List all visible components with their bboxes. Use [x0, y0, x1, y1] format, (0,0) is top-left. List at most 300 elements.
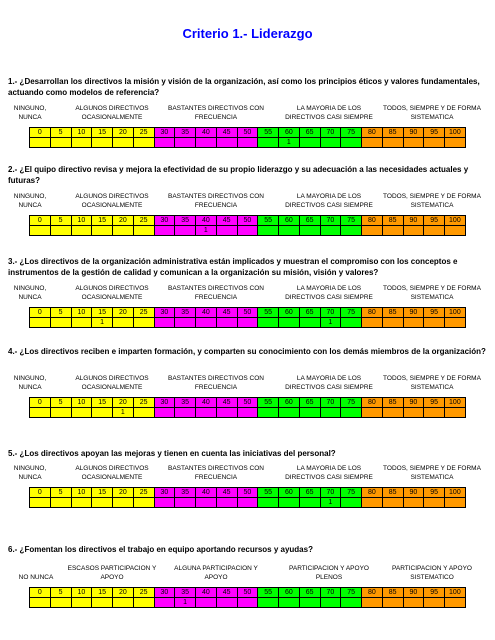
scale-mark-cell[interactable]: [175, 226, 196, 236]
scale-value-cell: 65: [299, 308, 320, 318]
scale-mark-cell[interactable]: [279, 408, 300, 418]
scale-mark-cell[interactable]: [341, 598, 362, 608]
scale-value-cell: 80: [362, 308, 383, 318]
scale-label: [372, 464, 492, 482]
scale-label-line: SISTEMATICA: [410, 474, 454, 481]
scale-value-cell: 40: [196, 588, 217, 598]
scale-value-cell: 75: [341, 588, 362, 598]
scale-label-line: DIRECTIVOS CASI SIEMPRE: [285, 474, 373, 481]
scale-value-cell: 0: [30, 488, 51, 498]
scale-label: [156, 284, 276, 302]
scale-mark-cell[interactable]: [113, 138, 134, 148]
scale-mark-cell[interactable]: [50, 598, 71, 608]
scale-mark-cell[interactable]: [279, 598, 300, 608]
scale-mark-cell[interactable]: [30, 408, 51, 418]
scale-mark-cell[interactable]: [50, 138, 71, 148]
scale-mark-cell[interactable]: 1: [196, 226, 217, 236]
scale-mark-cell[interactable]: [216, 498, 237, 508]
question-text: 6.- ¿Fomentan los directivos el trabajo en equipo aportando recursos y ayudas?: [8, 545, 313, 554]
scale-mark-cell[interactable]: [403, 598, 424, 608]
scale-mark-cell[interactable]: [279, 226, 300, 236]
scale-labels: [0, 564, 495, 586]
scale-value-cell: 10: [71, 128, 92, 138]
scale-mark-cell[interactable]: [92, 498, 113, 508]
scale-label-line: ALGUNOS DIRECTIVOS: [75, 375, 149, 382]
scale-value-cell: 100: [445, 398, 466, 408]
scale-mark-cell[interactable]: [196, 598, 217, 608]
scale-value-cell: 35: [175, 308, 196, 318]
scale-label-line: FRECUENCIA: [194, 474, 238, 481]
scale-value-cell: 95: [424, 488, 445, 498]
scale-mark-cell[interactable]: [445, 318, 466, 328]
scale-mark-cell[interactable]: [92, 226, 113, 236]
rating-scale-table: [29, 487, 466, 508]
scale-label-line: TODOS, SIEMPRE Y DE FORMA: [383, 105, 481, 112]
scale-value-cell: 75: [341, 488, 362, 498]
scale-mark-cell[interactable]: [113, 318, 134, 328]
scale-mark-cell[interactable]: [175, 318, 196, 328]
rating-scale-table: [29, 587, 466, 608]
scale-mark-cell[interactable]: 1: [279, 138, 300, 148]
scale-label: [156, 192, 276, 210]
scale-mark-cell[interactable]: [154, 318, 175, 328]
scale-value-cell: 85: [382, 588, 403, 598]
scale-value-cell: 90: [403, 308, 424, 318]
scale-mark-cell[interactable]: [71, 138, 92, 148]
scale-value-cell: 30: [154, 488, 175, 498]
scale-mark-cell[interactable]: [133, 138, 154, 148]
scale-mark-cell[interactable]: [30, 226, 51, 236]
scale-value-cell: 50: [237, 216, 258, 226]
rating-scale-table: [29, 397, 466, 418]
scale-value-cell: 60: [279, 216, 300, 226]
scale-mark-cell[interactable]: [299, 598, 320, 608]
scale-mark-cell[interactable]: [424, 408, 445, 418]
scale-mark-cell[interactable]: [133, 318, 154, 328]
scale-mark-cell[interactable]: [445, 598, 466, 608]
scale-mark-cell[interactable]: [320, 408, 341, 418]
scale-value-cell: 50: [237, 588, 258, 598]
scale-value-cell: 0: [30, 588, 51, 598]
scale-mark-cell[interactable]: [299, 226, 320, 236]
scale-mark-cell[interactable]: [237, 498, 258, 508]
scale-value-cell: 40: [196, 308, 217, 318]
scale-mark-cell[interactable]: [382, 598, 403, 608]
scale-label-line: FRECUENCIA: [194, 202, 238, 209]
scale-label-line: NUNCA: [18, 474, 42, 481]
scale-mark-cell[interactable]: [382, 318, 403, 328]
scale-mark-cell[interactable]: [71, 226, 92, 236]
scale-value-cell: 85: [382, 398, 403, 408]
scale-value-cell: 20: [113, 588, 134, 598]
scale-labels: [0, 374, 495, 396]
scale-value-cell: 65: [299, 128, 320, 138]
scale-mark-cell[interactable]: [320, 598, 341, 608]
scale-value-cell: 15: [92, 128, 113, 138]
scale-values-row: [30, 308, 466, 318]
scale-mark-cell[interactable]: [154, 498, 175, 508]
scale-value-cell: 100: [445, 488, 466, 498]
scale-mark-cell[interactable]: [175, 498, 196, 508]
scale-value-cell: 5: [50, 488, 71, 498]
scale-mark-cell[interactable]: [216, 318, 237, 328]
scale-mark-cell[interactable]: [258, 226, 279, 236]
scale-value-cell: 35: [175, 398, 196, 408]
scale-marks-row: [30, 498, 466, 508]
scale-mark-cell[interactable]: [258, 498, 279, 508]
scale-value-cell: 60: [279, 588, 300, 598]
scale-label-line: SISTEMATICA: [410, 294, 454, 301]
scale-value-cell: 60: [279, 128, 300, 138]
scale-mark-cell[interactable]: [445, 138, 466, 148]
scale-label: [269, 564, 389, 582]
scale-label-line: BASTANTES DIRECTIVOS CON: [168, 465, 264, 472]
scale-value-cell: 90: [403, 216, 424, 226]
scale-value-cell: 90: [403, 488, 424, 498]
scale-values-row: [30, 398, 466, 408]
scale-label-line: FRECUENCIA: [194, 384, 238, 391]
scale-mark-cell[interactable]: [299, 318, 320, 328]
scale-mark-cell[interactable]: [71, 498, 92, 508]
scale-mark-cell[interactable]: [445, 498, 466, 508]
scale-label-line: NINGUNO,: [13, 375, 47, 382]
scale-value-cell: 75: [341, 128, 362, 138]
scale-mark-cell[interactable]: [92, 598, 113, 608]
scale-label-line: OCASIONALMENTE: [81, 202, 143, 209]
scale-mark-cell[interactable]: [30, 498, 51, 508]
scale-mark-cell[interactable]: [424, 598, 445, 608]
scale-value-cell: 10: [71, 588, 92, 598]
scale-value-cell: 70: [320, 398, 341, 408]
scale-value-cell: 95: [424, 588, 445, 598]
scale-value-cell: 65: [299, 588, 320, 598]
scale-label-line: DIRECTIVOS CASI SIEMPRE: [285, 294, 373, 301]
scale-label-line: ALGUNA PARTICIPACION Y: [174, 565, 258, 572]
scale-labels: [0, 192, 495, 214]
scale-label-line: FRECUENCIA: [194, 294, 238, 301]
scale-label-line: NUNCA: [18, 294, 42, 301]
scale-mark-cell[interactable]: [424, 138, 445, 148]
scale-mark-cell[interactable]: [196, 138, 217, 148]
rating-scale-table: [29, 215, 466, 236]
scale-label: [52, 374, 172, 392]
scale-label-line: BASTANTES DIRECTIVOS CON: [168, 105, 264, 112]
scale-label: [269, 374, 389, 392]
scale-label: [156, 564, 276, 582]
scale-label: [156, 104, 276, 122]
scale-value-cell: 40: [196, 398, 217, 408]
scale-value-cell: 50: [237, 128, 258, 138]
scale-mark-cell[interactable]: [71, 408, 92, 418]
scale-label: [269, 284, 389, 302]
scale-mark-cell[interactable]: [92, 138, 113, 148]
scale-label-line: PLENOS: [315, 574, 343, 581]
question-text: 4.- ¿Los directivos reciben e imparten formación, y comparten su conocimiento con los demás miembros de la organización?: [8, 347, 486, 356]
scale-value-cell: 55: [258, 398, 279, 408]
scale-label: [372, 284, 492, 302]
scale-mark-cell[interactable]: [133, 498, 154, 508]
scale-mark-cell[interactable]: 1: [113, 408, 134, 418]
scale-mark-cell[interactable]: [113, 226, 134, 236]
scale-mark-cell[interactable]: [362, 598, 383, 608]
scale-value-cell: 5: [50, 398, 71, 408]
scale-mark-cell[interactable]: [279, 318, 300, 328]
scale-value-cell: 95: [424, 128, 445, 138]
scale-value-cell: 10: [71, 216, 92, 226]
scale-label-line: PARTICIPACION Y APOYO: [392, 565, 472, 572]
scale-value-cell: 85: [382, 488, 403, 498]
scale-mark-cell[interactable]: [196, 408, 217, 418]
scale-mark-cell[interactable]: [154, 226, 175, 236]
scale-mark-cell[interactable]: [299, 138, 320, 148]
scale-value-cell: 85: [382, 216, 403, 226]
scale-value-cell: 100: [445, 308, 466, 318]
scale-mark-cell[interactable]: [279, 498, 300, 508]
scale-label-line: ALGUNOS DIRECTIVOS: [75, 105, 149, 112]
scale-mark-cell[interactable]: 1: [320, 318, 341, 328]
scale-label-line: NINGUNO,: [13, 105, 47, 112]
scale-mark-cell[interactable]: [362, 318, 383, 328]
scale-value-cell: 25: [133, 308, 154, 318]
scale-label-line: BASTANTES DIRECTIVOS CON: [168, 285, 264, 292]
scale-value-cell: 20: [113, 488, 134, 498]
scale-label: [372, 564, 492, 582]
scale-value-cell: 10: [71, 308, 92, 318]
scale-value-cell: 60: [279, 308, 300, 318]
scale-value-cell: 90: [403, 398, 424, 408]
scale-mark-cell[interactable]: [154, 138, 175, 148]
scale-value-cell: 45: [216, 398, 237, 408]
scale-mark-cell[interactable]: 1: [175, 598, 196, 608]
question-text: 5.- ¿Los directivos apoyan las mejoras y tienen en cuenta las iniciativas del personal?: [8, 449, 336, 458]
scale-mark-cell[interactable]: [30, 598, 51, 608]
scale-label-line: TODOS, SIEMPRE Y DE FORMA: [383, 465, 481, 472]
scale-mark-cell[interactable]: [362, 498, 383, 508]
scale-value-cell: 25: [133, 398, 154, 408]
scale-mark-cell[interactable]: [50, 318, 71, 328]
scale-labels: [0, 104, 495, 126]
scale-mark-cell[interactable]: [133, 408, 154, 418]
scale-mark-cell[interactable]: [362, 408, 383, 418]
scale-values-row: [30, 128, 466, 138]
scale-mark-cell[interactable]: [175, 138, 196, 148]
scale-label: [372, 192, 492, 210]
scale-value-cell: 65: [299, 216, 320, 226]
scale-mark-cell[interactable]: [216, 598, 237, 608]
scale-label-line: TODOS, SIEMPRE Y DE FORMA: [383, 375, 481, 382]
scale-label: [269, 464, 389, 482]
scale-value-cell: 45: [216, 308, 237, 318]
scale-mark-cell[interactable]: [237, 138, 258, 148]
scale-value-cell: 20: [113, 398, 134, 408]
scale-marks-row: [30, 318, 466, 328]
scale-value-cell: 75: [341, 398, 362, 408]
scale-mark-cell[interactable]: [133, 598, 154, 608]
scale-mark-cell[interactable]: [403, 408, 424, 418]
scale-label-line: ALGUNOS DIRECTIVOS: [75, 465, 149, 472]
scale-mark-cell[interactable]: [258, 138, 279, 148]
question-text: 2.- ¿El quipo directivo revisa y mejora la efectividad de su propio liderazgo y su adecuación a las necesidades actuales y futuras?: [8, 165, 469, 185]
scale-mark-cell[interactable]: [424, 318, 445, 328]
scale-mark-cell[interactable]: [258, 598, 279, 608]
question-text: 3.- ¿Los directivos de la organización administrativa están implicados y muestran el compromiso con los conceptos e instrumentos de la gestión de calidad y comunican a la organización su misión, visión y valores?: [8, 257, 458, 277]
scale-mark-cell[interactable]: [382, 226, 403, 236]
scale-label: [269, 192, 389, 210]
scale-mark-cell[interactable]: [424, 226, 445, 236]
scale-label: [372, 374, 492, 392]
scale-mark-cell[interactable]: [341, 498, 362, 508]
scale-mark-cell[interactable]: 1: [320, 498, 341, 508]
scale-mark-cell[interactable]: [258, 408, 279, 418]
scale-label: [156, 464, 276, 482]
scale-mark-cell[interactable]: [237, 598, 258, 608]
scale-label-line: OCASIONALMENTE: [81, 384, 143, 391]
scale-mark-cell[interactable]: [445, 408, 466, 418]
scale-mark-cell[interactable]: [133, 226, 154, 236]
scale-value-cell: 55: [258, 588, 279, 598]
scale-mark-cell[interactable]: [382, 498, 403, 508]
scale-marks-row: [30, 138, 466, 148]
scale-value-cell: 20: [113, 216, 134, 226]
scale-value-cell: 80: [362, 128, 383, 138]
scale-mark-cell[interactable]: [299, 498, 320, 508]
scale-label-line: LA MAYORIA DE LOS: [296, 105, 362, 112]
scale-label-line: ALGUNOS DIRECTIVOS: [75, 193, 149, 200]
scale-mark-cell[interactable]: [341, 138, 362, 148]
scale-label-line: FRECUENCIA: [194, 114, 238, 121]
scale-value-cell: 5: [50, 588, 71, 598]
scale-value-cell: 95: [424, 308, 445, 318]
scale-label-line: LA MAYORIA DE LOS: [296, 375, 362, 382]
scale-label-line: APOYO: [204, 574, 228, 581]
scale-mark-cell[interactable]: [50, 498, 71, 508]
scale-label-line: NO NUNCA: [18, 574, 54, 581]
scale-mark-cell[interactable]: [237, 408, 258, 418]
scale-mark-cell[interactable]: [237, 318, 258, 328]
scale-value-cell: 55: [258, 308, 279, 318]
scale-value-cell: 50: [237, 308, 258, 318]
scale-mark-cell[interactable]: [154, 408, 175, 418]
scale-mark-cell[interactable]: [113, 498, 134, 508]
scale-value-cell: 90: [403, 588, 424, 598]
scale-label-line: TODOS, SIEMPRE Y DE FORMA: [383, 285, 481, 292]
scale-mark-cell[interactable]: [30, 318, 51, 328]
scale-mark-cell[interactable]: [341, 408, 362, 418]
scale-label-line: SISTEMATICA: [410, 114, 454, 121]
scale-label-line: ALGUNOS DIRECTIVOS: [75, 285, 149, 292]
scale-value-cell: 45: [216, 216, 237, 226]
scale-values-row: [30, 488, 466, 498]
scale-mark-cell[interactable]: [30, 138, 51, 148]
scale-value-cell: 70: [320, 588, 341, 598]
scale-mark-cell[interactable]: [362, 226, 383, 236]
scale-label-line: APOYO: [100, 574, 124, 581]
scale-value-cell: 55: [258, 128, 279, 138]
scale-value-cell: 15: [92, 216, 113, 226]
scale-value-cell: 15: [92, 588, 113, 598]
scale-value-cell: 25: [133, 588, 154, 598]
scale-mark-cell[interactable]: [71, 598, 92, 608]
scale-mark-cell[interactable]: [50, 408, 71, 418]
scale-mark-cell[interactable]: [50, 226, 71, 236]
scale-value-cell: 100: [445, 128, 466, 138]
scale-value-cell: 0: [30, 216, 51, 226]
scale-value-cell: 40: [196, 128, 217, 138]
scale-mark-cell[interactable]: [382, 408, 403, 418]
scale-mark-cell[interactable]: [196, 498, 217, 508]
scale-value-cell: 30: [154, 588, 175, 598]
scale-mark-cell[interactable]: [424, 498, 445, 508]
scale-value-cell: 15: [92, 398, 113, 408]
scale-label: [52, 564, 172, 582]
scale-mark-cell[interactable]: [196, 318, 217, 328]
scale-value-cell: 60: [279, 398, 300, 408]
scale-label-line: NUNCA: [18, 202, 42, 209]
scale-label: [372, 104, 492, 122]
scale-label-line: LA MAYORIA DE LOS: [296, 285, 362, 292]
scale-value-cell: 80: [362, 398, 383, 408]
scale-mark-cell[interactable]: [445, 226, 466, 236]
scale-label-line: NUNCA: [18, 114, 42, 121]
scale-value-cell: 100: [445, 588, 466, 598]
scale-mark-cell[interactable]: [237, 226, 258, 236]
scale-mark-cell[interactable]: [362, 138, 383, 148]
scale-mark-cell[interactable]: [216, 408, 237, 418]
scale-value-cell: 0: [30, 128, 51, 138]
scale-label-line: NINGUNO,: [13, 193, 47, 200]
scale-mark-cell[interactable]: 1: [92, 318, 113, 328]
scale-labels: [0, 284, 495, 306]
scale-marks-row: [30, 408, 466, 418]
scale-mark-cell[interactable]: [299, 408, 320, 418]
scale-marks-row: [30, 598, 466, 608]
scale-mark-cell[interactable]: [71, 318, 92, 328]
scale-mark-cell[interactable]: [403, 318, 424, 328]
scale-mark-cell[interactable]: [341, 318, 362, 328]
scale-mark-cell[interactable]: [216, 138, 237, 148]
scale-mark-cell[interactable]: [216, 226, 237, 236]
scale-value-cell: 30: [154, 128, 175, 138]
scale-label-line: NUNCA: [18, 384, 42, 391]
scale-values-row: [30, 588, 466, 598]
scale-mark-cell[interactable]: [403, 138, 424, 148]
scale-label-line: BASTANTES DIRECTIVOS CON: [168, 375, 264, 382]
scale-mark-cell[interactable]: [382, 138, 403, 148]
scale-mark-cell[interactable]: [320, 138, 341, 148]
scale-value-cell: 85: [382, 308, 403, 318]
scale-label-line: NINGUNO,: [13, 285, 47, 292]
scale-value-cell: 5: [50, 308, 71, 318]
scale-value-cell: 65: [299, 488, 320, 498]
scale-mark-cell[interactable]: [154, 598, 175, 608]
scale-mark-cell[interactable]: [320, 226, 341, 236]
scale-value-cell: 70: [320, 128, 341, 138]
scale-mark-cell[interactable]: [403, 498, 424, 508]
scale-value-cell: 25: [133, 128, 154, 138]
scale-mark-cell[interactable]: [175, 408, 196, 418]
scale-label-line: DIRECTIVOS CASI SIEMPRE: [285, 202, 373, 209]
scale-mark-cell[interactable]: [92, 408, 113, 418]
scale-value-cell: 45: [216, 128, 237, 138]
scale-value-cell: 10: [71, 488, 92, 498]
scale-value-cell: 10: [71, 398, 92, 408]
scale-mark-cell[interactable]: [403, 226, 424, 236]
scale-mark-cell[interactable]: [113, 598, 134, 608]
scale-mark-cell[interactable]: [258, 318, 279, 328]
scale-mark-cell[interactable]: [341, 226, 362, 236]
scale-label: [269, 104, 389, 122]
scale-value-cell: 50: [237, 398, 258, 408]
